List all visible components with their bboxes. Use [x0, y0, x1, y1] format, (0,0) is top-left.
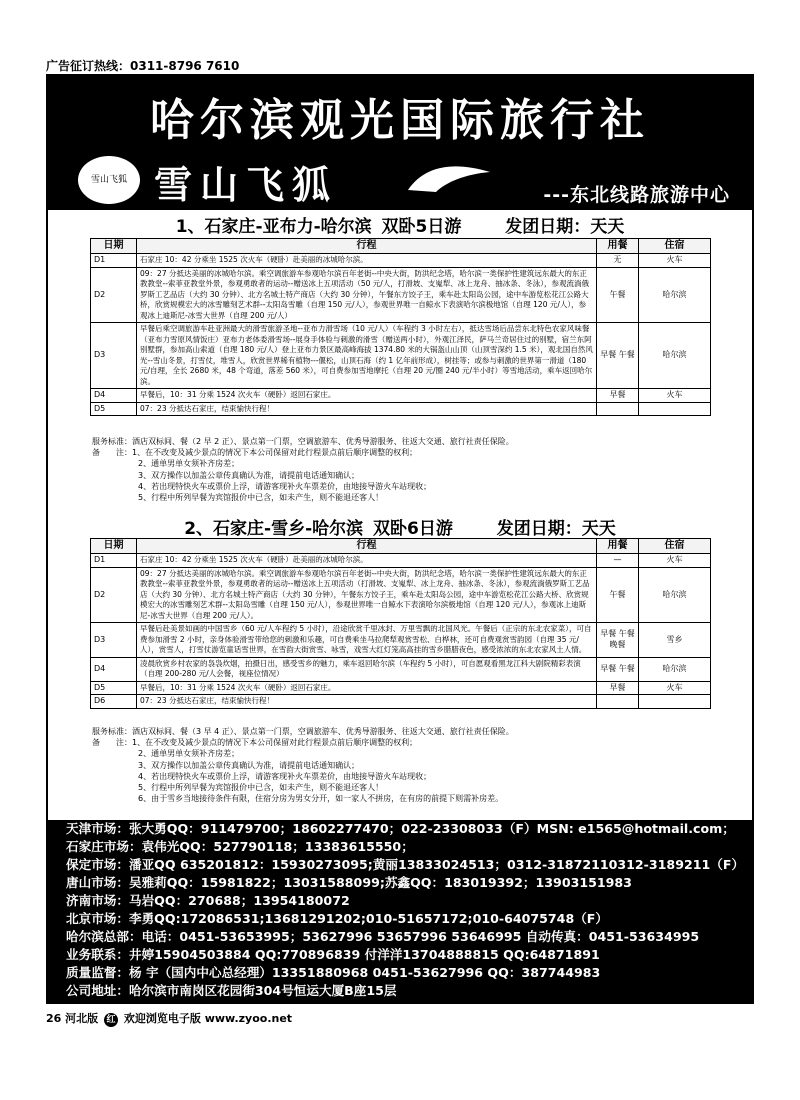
tour2-table — [90, 538, 711, 709]
itinerary-cell: 07：23 分抵达石家庄，结束愉快行程！ — [137, 695, 597, 709]
itinerary-cell: 07：23 分抵达石家庄，结束愉快行程！ — [137, 402, 597, 416]
table-row — [91, 554, 711, 568]
header-day: 日期 — [91, 539, 137, 554]
header-itinerary: 行程 — [137, 239, 597, 254]
contact-beijing: 北京市场：李勇QQ:172086531;13681291202;010-51657172;010-64075748（F） — [66, 911, 608, 926]
meal-cell: 午餐 — [597, 567, 639, 623]
day-cell: D2 — [91, 567, 137, 623]
stay-cell — [639, 695, 711, 709]
contact-panel — [46, 820, 754, 1004]
service-standard: 服务标准：酒店双标间、餐（2 早 2 正）、景点第一门票，空调旅游车、优秀导游服务、往返大交通、旅行社责任保险。 — [92, 437, 514, 446]
meal-cell: 早餐 — [597, 389, 639, 403]
contact-tangshan: 唐山市场：吴雅莉QQ：15981822；13031588099;苏鑫QQ：183019392；13903151983 — [66, 875, 632, 890]
itinerary-cell: 早餐后，10：31 分乘 1524 次火车（硬卧）返回石家庄。 — [137, 681, 597, 695]
contact-baoding: 保定市场：潘亚QQ 635201812：15930273095;黄丽13833024513；0312-31872110312-3189211（F） — [66, 857, 745, 872]
header-itinerary: 行程 — [137, 539, 597, 554]
agency-title: 哈尔滨观光国际旅行社 — [150, 95, 650, 146]
contact-tianjin: 天津市场：张大勇QQ：911479700；18602277470；022-23308033（F）MSN: e1565@hotmail.com； — [66, 821, 735, 836]
note-line: 5、行程中所列早餐为宾馆报价中已含，如未产生，则不能退还客人！ — [138, 783, 384, 793]
note-line: 2、通单男单女须补齐房差； — [138, 459, 240, 469]
table-row — [91, 254, 711, 268]
day-cell: D6 — [91, 695, 137, 709]
note-line: 4、若出现特快火车或票价上浮，请游客现补火车票差价，由地接导游火车站现收； — [138, 481, 432, 491]
itinerary-cell: 早餐后，10：31 分乘 1524 次火车（硬卧）返回石家庄。 — [137, 389, 597, 403]
edition-label: 河北版 — [65, 1012, 99, 1025]
day-cell: D4 — [91, 389, 137, 403]
contact-shijiazhuang: 石家庄市场：袁伟光QQ：527790118；13383615550； — [66, 839, 414, 854]
itinerary-cell: 09：27 分抵达美丽的冰城哈尔滨。乘空调旅游车参观哈尔滨百年老街--中央大街，防洪纪念塔，哈尔滨一类保护性建筑远东最大的东正教教堂--索菲亚教堂外景，参观勇敢者的运动--赠送冰上五项活动（打滑坡、支嵬犁、冰上龙舟、抽冰条、冬泳），参观流淌俄罗斯工艺品店（大约 30 分钟）、北方名城土特产商店（大约 30 分钟），午餐东方饺子王，乘车赴太阳岛公园，途中车游览松花江公路大桥、欣赏规模宏大的冰雪雕刻艺术群--太阳岛雪雕（自理 150 元/人），参观世界唯一自鲸水下表演哈尔滨极地馆（自理 120 元/人），参观冰上迪斯尼-冰雪大世界（自理 200 元/人）。 — [137, 567, 597, 623]
fox-logo-icon: 雪山飞狐 — [78, 156, 140, 204]
contact-jinan: 济南市场：马岩QQ：270688；13954180072 — [66, 893, 350, 908]
day-cell: D5 — [91, 402, 137, 416]
service-standard: 服务标准：酒店双标间、餐（3 早 4 正）、景点第一门票，空调旅游车、优秀导游服务、往返大交通、旅行社责任保险。 — [92, 727, 514, 736]
header-meal: 用餐 — [597, 239, 639, 254]
banner-subtitle: ---东北线路旅游中心 — [543, 184, 730, 206]
fox-tail-icon — [406, 160, 492, 194]
day-cell: D3 — [91, 623, 137, 658]
note-line: 3、双方操作以加盖公章传真确认为准，请提前电话通知确认； — [138, 760, 360, 770]
meal-cell: 早餐 午餐 — [597, 657, 639, 681]
table-row — [91, 657, 711, 681]
table-row — [91, 695, 711, 709]
table-row — [91, 402, 711, 416]
tour1-notes — [92, 436, 710, 503]
note-line: 5、行程中所列早餐为宾馆报价中已含，如未产生，则不能退还客人！ — [138, 493, 384, 503]
stay-cell: 火车 — [639, 389, 711, 403]
stay-cell: 哈尔滨 — [639, 323, 711, 389]
itinerary-cell: 早餐后赴美景如画的中国雪乡（60 元/人车程约 5 小时），沿途欣赏千里冰封、万里雪飘的北国风光。午餐后（正宗的东北农家菜），可自费参加滑雪 2 小时，亲身体验滑雪带给您的刺激和乐趣，可自费乘坐马拉爬犁观赏雪松、白桦林，还可自费观赏雪韵园（自理 35 元/人），赏雪人，打雪仗游览童话雪世界，在雪韵大街赏雪、咏雪，戏雪大红灯笼高高挂的雪乡腊腊夜色，感受浓浓的东北农家风土人情。 — [137, 623, 597, 658]
itinerary-cell: 石家庄 10：42 分乘坐 1525 次火车（硬卧）赴美丽的冰城哈尔滨。 — [137, 254, 597, 268]
meal-cell: — — [597, 554, 639, 568]
meal-cell: 早餐 — [597, 681, 639, 695]
table-row — [91, 389, 711, 403]
page-footer — [46, 1010, 292, 1027]
meal-cell — [597, 695, 639, 709]
table-row — [91, 323, 711, 389]
meal-cell: 午餐 — [597, 267, 639, 323]
contact-quality: 质量监督：杨 宇（国内中心总经理）13351880968 0451-53627996 QQ：387744983 — [66, 965, 601, 980]
tour2-title: 2、石家庄-雪乡-哈尔滨 双卧6日游 — [184, 519, 453, 539]
table-header-row — [91, 239, 711, 254]
table-row — [91, 567, 711, 623]
tour1-date: 发团日期：天天 — [505, 217, 625, 237]
stay-cell: 雪乡 — [639, 623, 711, 658]
note-line: 备 注：1、在不改变及减少景点的情况下本公司保留对此行程景点前后顺序调整的权利； — [92, 448, 418, 458]
header-stay: 住宿 — [639, 539, 711, 554]
tour2-notes — [92, 726, 710, 804]
meal-cell — [597, 402, 639, 416]
stay-cell: 火车 — [639, 681, 711, 695]
header-meal: 用餐 — [597, 539, 639, 554]
meal-cell: 无 — [597, 254, 639, 268]
stay-cell: 哈尔滨 — [639, 267, 711, 323]
table-row — [91, 623, 711, 658]
note-line: 3、双方操作以加盖公章传真确认为准，请提前电话通知确认； — [138, 470, 360, 480]
brand-name: 雪山飞狐 — [154, 162, 339, 207]
meal-cell: 早餐 午餐 — [597, 323, 639, 389]
tour2-heading — [46, 514, 754, 539]
ad-hotline: 广告征订热线：0311-8796 7610 — [46, 59, 240, 73]
meal-cell: 早餐 午餐 晚餐 — [597, 623, 639, 658]
day-cell: D3 — [91, 323, 137, 389]
header-stay: 住宿 — [639, 239, 711, 254]
header-day: 日期 — [91, 239, 137, 254]
day-cell: D2 — [91, 267, 137, 323]
day-cell: D1 — [91, 254, 137, 268]
page-number: 26 — [46, 1012, 62, 1025]
note-line: 2、通单男单女须补齐房差； — [138, 749, 240, 759]
itinerary-cell: 石家庄 10：42 分乘坐 1525 次火车（硬卧）赴美丽的冰城哈尔滨。 — [137, 554, 597, 568]
day-cell: D5 — [91, 681, 137, 695]
stay-cell: 哈尔滨 — [639, 657, 711, 681]
red-badge-icon: 红 — [104, 1013, 118, 1027]
contact-business: 业务联系：井婷15904503884 QQ:770896839 付洋洋13704888815 QQ:64871891 — [66, 947, 600, 962]
note-line: 6、由于雪乡当地接待条件有限，住宿分房为男女分开，如一家人不拼房，在有房的前提下则需补房差。 — [138, 794, 504, 804]
tour1-table — [90, 238, 711, 416]
agency-banner — [46, 74, 754, 210]
itinerary-cell: 09：27 分抵达美丽的冰城哈尔滨。乘空调旅游车参观哈尔滨百年老街--中央大街，防洪纪念塔，哈尔滨一类保护性建筑远东最大的东正教教堂--索菲亚教堂外景，参观勇敢者的运动--赠送冰上五项活动（50 元/人，打滑坡、支嵬犁、冰上龙舟、抽冰条、冬泳），参观流淌俄罗斯工艺品店（大约 30 分钟）、北方名城土特产商店（大约 30 分钟），午餐东方饺子王，乘车赴太阳岛公园，途中车游览松花江公路大桥，欣赏规模宏大的冰雪雕刻艺术群--太阳岛雪雕（自理 150 元/人），参观世界唯一自鲸水下表演哈尔滨极地馆（自理 120 元/人），参观冰上迪斯尼-冰雪大世界（自理 200 元/人） — [137, 267, 597, 323]
note-line: 4、若出现特快火车或票价上浮，请游客现补火车票差价，由地接导游火车站现收； — [138, 771, 432, 781]
table-row — [91, 681, 711, 695]
day-cell: D1 — [91, 554, 137, 568]
tour1-title: 1、石家庄-亚布力-哈尔滨 双卧5日游 — [175, 217, 462, 237]
day-cell: D4 — [91, 657, 137, 681]
contact-harbin-hq: 哈尔滨总部：电话：0451-53653995；53627996 53657996 53646995 自动传真：0451-53634995 — [66, 929, 700, 944]
stay-cell: 火车 — [639, 254, 711, 268]
footer-url[interactable]: www.zyoo.net — [204, 1012, 293, 1025]
tour1-heading — [46, 212, 754, 237]
note-line: 备 注：1、在不改变及减少景点的情况下本公司保留对此行程景点前后顺序调整的权利； — [92, 738, 418, 748]
stay-cell: 哈尔滨 — [639, 567, 711, 623]
table-header-row — [91, 539, 711, 554]
itinerary-cell: 早餐后乘空调旅游车赴亚洲最大的滑雪旅游圣地--亚布力滑雪场（10 元/人）（车程约 3 小时左右），抵达雪场后品尝东北特色农家风味餐（亚布力雪原风情饭庄）亚布力老体委滑雪场--展身手体验与刺激的滑雪（赠送两小时），外观江泽民，萨马兰奇居住过的别墅，宿兰东阿别墅群，参加高山索道（自理 180 元/人）登上亚布力景区最高峰海拔 1374.80 米的大锅盔山山顶（山顶雪深约 1.5 米），观北国自然风光--雪山冬景，打雪仗，堆雪人，欣赏世界稀有植物---偃松，山顶石海（约 1 亿年前形成），树挂等；或参与刺激的世界第一滑道（180 元/自理，全长 2680 米，48 个弯道，落差 560 米），可自费参加雪地摩托（自理 20 元/圈 240 元/半小时）等雪地活动，乘车返回哈尔滨。 — [137, 323, 597, 389]
itinerary-cell: 凌晨欣赏乡村农家的袅袅炊烟，拍摄日出，感受雪乡的魅力，乘车返回哈尔滨（车程约 5 小时），可自愿观看黑龙江科大剧院精彩表演（自理 200-280 元/人会餐，视座位情况） — [137, 657, 597, 681]
contact-address: 公司地址：哈尔滨市南岗区花园街304号恒运大厦B座15层 — [66, 983, 397, 998]
stay-cell: 火车 — [639, 554, 711, 568]
table-row — [91, 267, 711, 323]
stay-cell — [639, 402, 711, 416]
footer-slogan: 欢迎浏览电子版 — [123, 1012, 201, 1025]
tour2-date: 发团日期：天天 — [496, 519, 616, 539]
